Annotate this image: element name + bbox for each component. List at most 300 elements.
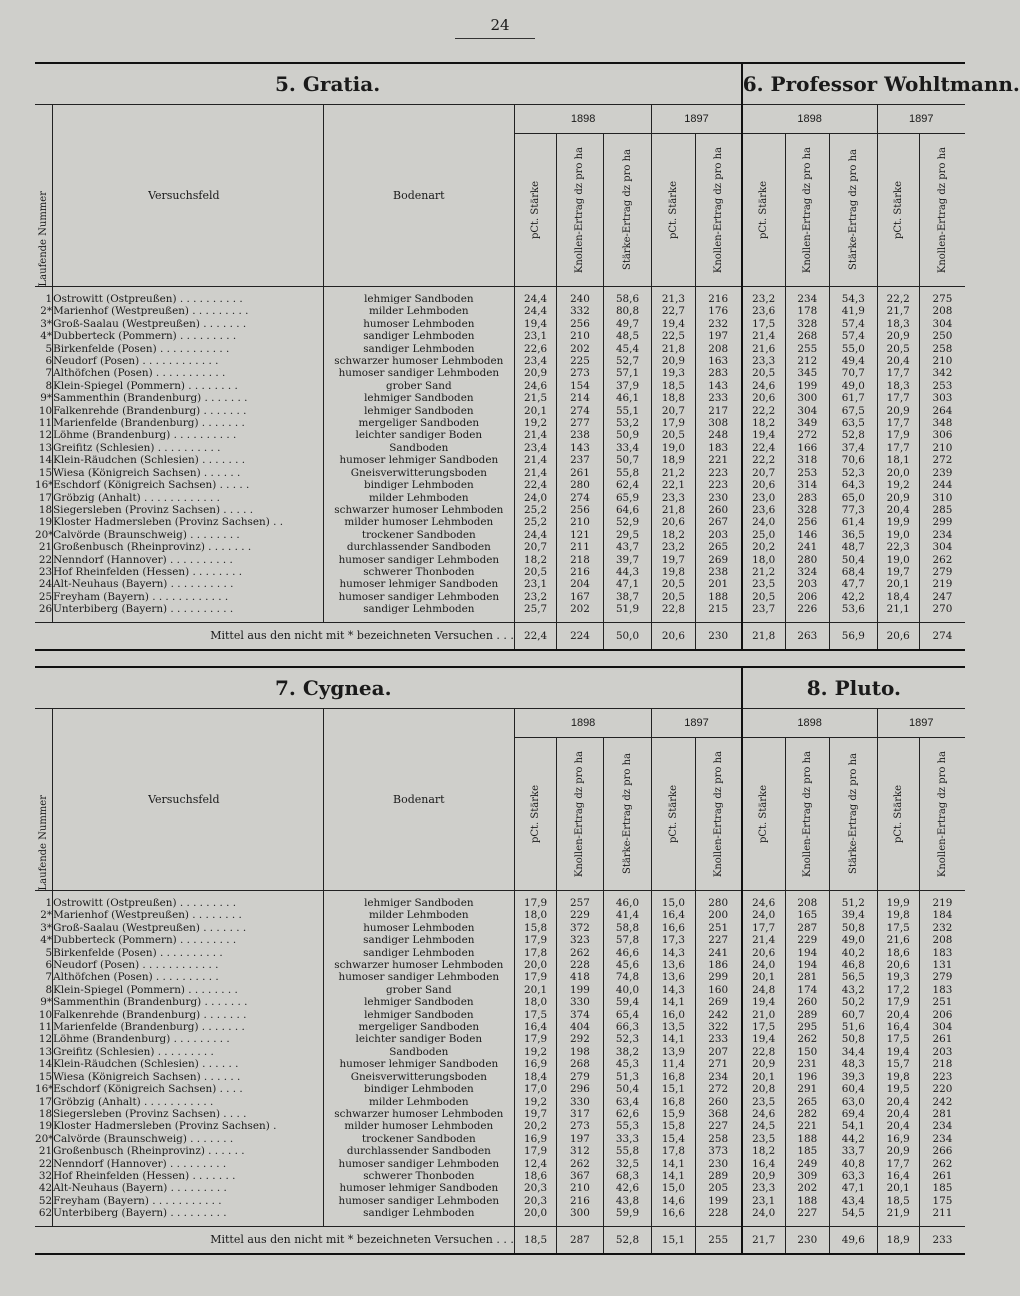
row-number: 13	[38, 1045, 53, 1058]
col-header-label: pCt. Stärke	[530, 784, 542, 844]
soil-type: schwerer Thonboden	[323, 1170, 514, 1182]
value-cell: 19,2	[514, 1096, 556, 1108]
value-cell: 295	[785, 1021, 829, 1033]
value-cell: 208	[919, 305, 965, 317]
value-cell: 216	[557, 566, 603, 578]
value-cell: 22,7	[652, 305, 695, 317]
value-cell: 20,9	[877, 405, 919, 417]
value-cell: 11,4	[652, 1058, 695, 1070]
trial-field: Großenbusch (Rheinprovinz) . . . . . .	[53, 1145, 324, 1157]
value-cell: 21,6	[877, 934, 919, 946]
table-row	[35, 1195, 965, 1207]
col-header-field: Versuchsfeld	[53, 105, 324, 287]
value-cell: 50,2	[830, 996, 878, 1008]
value-cell: 304	[919, 1021, 965, 1033]
value-cell: 208	[919, 934, 965, 946]
value-cell: 20,1	[514, 405, 556, 417]
value-cell: 23,2	[742, 293, 785, 305]
year-header-1897-right: 1897	[877, 709, 965, 738]
value-cell: 183	[919, 984, 965, 996]
value-cell: 12,4	[514, 1158, 556, 1170]
mean-row	[35, 622, 965, 650]
soil-type: humoser Lehmboden	[323, 922, 514, 934]
value-cell: 17,7	[877, 417, 919, 429]
row-number: 32	[38, 1169, 53, 1182]
trial-field: Gröbzig (Anhalt) . . . . . . . . . . .	[53, 1096, 324, 1108]
soil-type: grober Sand	[323, 380, 514, 392]
value-cell: 197	[557, 1133, 603, 1145]
value-cell: 21,6	[742, 343, 785, 355]
value-cell: 219	[919, 897, 965, 909]
trial-field: Gröbzig (Anhalt) . . . . . . . . . . . .	[53, 492, 324, 504]
table-row	[35, 1182, 965, 1194]
value-cell: 150	[785, 1046, 829, 1058]
trial-field: Marienfelde (Brandenburg) . . . . . . .	[53, 417, 324, 429]
value-cell: 264	[919, 405, 965, 417]
value-cell: 70,6	[830, 454, 878, 466]
value-cell: 21,3	[652, 293, 695, 305]
soil-type: Sandboden	[323, 442, 514, 454]
value-cell: 60,4	[830, 1083, 878, 1095]
col-header-pct	[652, 134, 695, 287]
value-cell: 260	[695, 1096, 742, 1108]
value-cell: 238	[695, 566, 742, 578]
mean-value: 287	[557, 1226, 603, 1254]
soil-type: trockener Sandboden	[323, 529, 514, 541]
value-cell: 24,0	[514, 492, 556, 504]
soil-type: milder Lehmboden	[323, 492, 514, 504]
value-cell: 20,9	[877, 1145, 919, 1157]
value-cell: 210	[557, 330, 603, 342]
value-cell: 262	[919, 1158, 965, 1170]
value-cell: 20,1	[514, 984, 556, 996]
value-cell: 21,9	[877, 1207, 919, 1219]
value-cell: 64,6	[603, 504, 652, 516]
value-cell: 14,6	[652, 1195, 695, 1207]
row-number: 9*	[40, 392, 53, 405]
mean-value: 224	[557, 622, 603, 650]
col-header-label: Stärke-Ertrag dz pro ha	[847, 753, 859, 875]
value-cell: 323	[557, 934, 603, 946]
row-number: 14	[38, 1058, 53, 1071]
value-cell: 15,8	[652, 1120, 695, 1132]
value-cell: 47,1	[830, 1182, 878, 1194]
value-cell: 22,4	[514, 479, 556, 491]
value-cell: 18,5	[652, 380, 695, 392]
soil-type: schwarzer humoser Lehmboden	[323, 355, 514, 367]
soil-type: sandiger Lehmboden	[323, 330, 514, 342]
value-cell: 221	[695, 454, 742, 466]
value-cell: 226	[785, 603, 829, 615]
value-cell: 17,9	[514, 971, 556, 983]
value-cell: 418	[557, 971, 603, 983]
value-cell: 261	[557, 467, 603, 479]
value-cell: 19,4	[514, 318, 556, 330]
value-cell: 64,3	[830, 479, 878, 491]
row-number: 4*	[40, 330, 53, 343]
value-cell: 39,3	[830, 1071, 878, 1083]
value-cell: 24,6	[742, 1108, 785, 1120]
value-cell: 57,4	[830, 318, 878, 330]
variety-title-right: 8. Pluto.	[742, 667, 965, 709]
value-cell: 48,3	[830, 1058, 878, 1070]
value-cell: 185	[919, 1182, 965, 1194]
row-number: 2*	[40, 909, 53, 922]
col-header-label: Knollen-Ertrag dz pro ha	[801, 750, 813, 878]
col-header-tuber	[785, 134, 829, 287]
value-cell: 174	[785, 984, 829, 996]
value-cell: 15,4	[652, 1133, 695, 1145]
value-cell: 50,4	[830, 554, 878, 566]
value-cell: 19,7	[514, 1108, 556, 1120]
value-cell: 277	[557, 417, 603, 429]
value-cell: 146	[785, 529, 829, 541]
value-cell: 15,7	[877, 1058, 919, 1070]
value-cell: 20,5	[652, 591, 695, 603]
value-cell: 244	[919, 479, 965, 491]
value-cell: 23,4	[514, 355, 556, 367]
value-cell: 21,4	[514, 467, 556, 479]
value-cell: 17,5	[514, 1009, 556, 1021]
table-row	[35, 1021, 965, 1033]
table-row	[35, 380, 965, 392]
soil-type: Sandboden	[323, 1046, 514, 1058]
value-cell: 16,6	[652, 922, 695, 934]
value-cell: 220	[919, 1083, 965, 1095]
value-cell: 49,0	[830, 380, 878, 392]
value-cell: 324	[785, 566, 829, 578]
table-row	[35, 1096, 965, 1108]
value-cell: 20,5	[514, 566, 556, 578]
table-row	[35, 1170, 965, 1182]
value-cell: 227	[695, 934, 742, 946]
value-cell: 247	[919, 591, 965, 603]
value-cell: 166	[785, 442, 829, 454]
soil-type: lehmiger Sandboden	[323, 1009, 514, 1021]
value-cell: 15,9	[652, 1108, 695, 1120]
value-cell: 47,7	[830, 578, 878, 590]
value-cell: 24,0	[742, 516, 785, 528]
col-header-soil: Bodenart	[323, 709, 514, 891]
value-cell: 242	[695, 1009, 742, 1021]
soil-type: schwarzer humoser Lehmboden	[323, 959, 514, 971]
value-cell: 22,4	[742, 442, 785, 454]
value-cell: 19,3	[877, 971, 919, 983]
row-number: 20*	[35, 1132, 54, 1145]
value-cell: 229	[785, 934, 829, 946]
table-row	[35, 1207, 965, 1219]
value-cell: 61,4	[830, 516, 878, 528]
table-row	[35, 603, 965, 615]
col-header-label: Knollen-Ertrag dz pro ha	[801, 146, 813, 274]
value-cell: 13,9	[652, 1046, 695, 1058]
soil-type: bindiger Lehmboden	[323, 1083, 514, 1095]
value-cell: 232	[695, 318, 742, 330]
value-cell: 19,4	[742, 996, 785, 1008]
value-cell: 20,4	[877, 1120, 919, 1132]
value-cell: 232	[919, 922, 965, 934]
col-header-label: pCt. Stärke	[892, 180, 904, 240]
soil-type: durchlassender Sandboden	[323, 541, 514, 553]
table-row	[35, 417, 965, 429]
value-cell: 239	[919, 467, 965, 479]
value-cell: 256	[557, 504, 603, 516]
value-cell: 18,5	[877, 1195, 919, 1207]
value-cell: 201	[695, 578, 742, 590]
value-cell: 55,3	[603, 1120, 652, 1132]
value-cell: 19,7	[652, 554, 695, 566]
value-cell: 68,3	[603, 1170, 652, 1182]
row-number: 7	[45, 971, 53, 984]
value-cell: 22,1	[652, 479, 695, 491]
trial-field: Althöfchen (Posen) . . . . . . . . . .	[53, 971, 324, 983]
table-row	[35, 1133, 965, 1145]
value-cell: 223	[695, 467, 742, 479]
row-number: 12	[38, 429, 53, 442]
value-cell: 62,6	[603, 1108, 652, 1120]
mean-value: 21,7	[742, 1226, 785, 1254]
value-cell: 21,4	[514, 454, 556, 466]
value-cell: 188	[695, 591, 742, 603]
value-cell: 32,5	[603, 1158, 652, 1170]
trial-field: Unterbiberg (Bayern) . . . . . . . . .	[53, 1207, 324, 1219]
col-header-starch	[830, 738, 878, 891]
value-cell: 24,0	[742, 959, 785, 971]
table-row	[35, 1071, 965, 1083]
value-cell: 19,9	[877, 897, 919, 909]
trial-field: Dubberteck (Pommern) . . . . . . . . .	[53, 330, 324, 342]
soil-type: grober Sand	[323, 984, 514, 996]
value-cell: 59,9	[603, 1207, 652, 1219]
value-cell: 16,9	[514, 1133, 556, 1145]
value-cell: 63,3	[830, 1170, 878, 1182]
trial-field: Falkenrehde (Brandenburg) . . . . . . .	[53, 405, 324, 417]
year-header-1898-left: 1898	[514, 105, 651, 134]
value-cell: 70,7	[830, 367, 878, 379]
row-number: 14	[38, 454, 53, 467]
value-cell: 317	[557, 1108, 603, 1120]
value-cell: 18,4	[877, 591, 919, 603]
row-number: 20*	[35, 528, 54, 541]
yield-table	[35, 62, 1020, 651]
value-cell: 55,8	[603, 467, 652, 479]
soil-type: Gneisverwitterungsboden	[323, 1071, 514, 1083]
value-cell: 21,2	[652, 467, 695, 479]
col-header-tuber	[695, 738, 742, 891]
soil-type: lehmiger Sandboden	[323, 293, 514, 305]
mean-value: 52,8	[603, 1226, 652, 1254]
value-cell: 44,2	[830, 1133, 878, 1145]
value-cell: 310	[919, 492, 965, 504]
row-number: 21	[38, 541, 53, 554]
trial-field: Nenndorf (Hannover) . . . . . . . . .	[53, 1158, 324, 1170]
row-number: 10	[38, 404, 53, 417]
value-cell: 20,4	[877, 1096, 919, 1108]
value-cell: 225	[557, 355, 603, 367]
value-cell: 16,8	[652, 1071, 695, 1083]
value-cell: 59,4	[603, 996, 652, 1008]
value-cell: 33,7	[830, 1145, 878, 1157]
soil-type: mergeliger Sandboden	[323, 417, 514, 429]
value-cell: 22,8	[652, 603, 695, 615]
value-cell: 296	[557, 1083, 603, 1095]
value-cell: 21,4	[742, 330, 785, 342]
trial-field: Groß-Saalau (Westpreußen) . . . . . . .	[53, 922, 324, 934]
value-cell: 214	[557, 392, 603, 404]
value-cell: 121	[557, 529, 603, 541]
value-cell: 258	[695, 1133, 742, 1145]
row-number: 26	[38, 603, 53, 616]
row-number: 17	[38, 1095, 53, 1108]
value-cell: 20,6	[652, 516, 695, 528]
value-cell: 160	[695, 984, 742, 996]
col-header-tuber	[557, 134, 603, 287]
col-header-pct	[742, 738, 785, 891]
value-cell: 20,2	[514, 1120, 556, 1132]
table-row	[35, 429, 965, 441]
value-cell: 198	[557, 1046, 603, 1058]
value-cell: 228	[557, 959, 603, 971]
value-cell: 268	[557, 1058, 603, 1070]
value-cell: 52,9	[603, 516, 652, 528]
value-cell: 19,2	[877, 479, 919, 491]
trial-field: Klein-Räudchen (Schlesien) . . . . . . .	[53, 454, 324, 466]
value-cell: 23,6	[742, 504, 785, 516]
row-number: 16*	[35, 1083, 54, 1096]
row-number: 22	[38, 1157, 53, 1170]
value-cell: 19,4	[742, 1033, 785, 1045]
value-cell: 50,8	[830, 922, 878, 934]
table-row	[35, 554, 965, 566]
col-header-label: pCt. Stärke	[667, 784, 679, 844]
mean-row	[35, 1226, 965, 1254]
variety-title-left: 5. Gratia.	[35, 63, 742, 105]
value-cell: 20,3	[514, 1182, 556, 1194]
value-cell: 218	[557, 554, 603, 566]
value-cell: 268	[785, 330, 829, 342]
value-cell: 14,1	[652, 996, 695, 1008]
value-cell: 175	[919, 1195, 965, 1207]
value-cell: 60,7	[830, 1009, 878, 1021]
value-cell: 23,3	[652, 492, 695, 504]
value-cell: 18,2	[652, 529, 695, 541]
soil-type: lehmiger Sandboden	[323, 392, 514, 404]
value-cell: 270	[919, 603, 965, 615]
value-cell: 18,4	[514, 1071, 556, 1083]
value-cell: 19,8	[877, 909, 919, 921]
value-cell: 18,8	[652, 392, 695, 404]
value-cell: 184	[919, 909, 965, 921]
value-cell: 16,9	[877, 1133, 919, 1145]
variety-title-left: 7. Cygnea.	[35, 667, 742, 709]
value-cell: 13,5	[652, 1021, 695, 1033]
col-header-label: Knollen-Ertrag dz pro ha	[712, 146, 724, 274]
soil-type: leichter sandiger Boden	[323, 429, 514, 441]
page-number-rule	[455, 38, 535, 39]
row-number: 23	[38, 565, 53, 578]
value-cell: 15,0	[652, 897, 695, 909]
row-number: 3*	[40, 921, 53, 934]
value-cell: 221	[785, 1120, 829, 1132]
trial-field: Nenndorf (Hannover) . . . . . . . . . .	[53, 554, 324, 566]
value-cell: 230	[695, 1158, 742, 1170]
value-cell: 367	[557, 1170, 603, 1182]
row-number: 19	[38, 516, 53, 529]
value-cell: 233	[695, 392, 742, 404]
soil-type: sandiger Lehmboden	[323, 603, 514, 615]
value-cell: 233	[695, 1033, 742, 1045]
value-cell: 54,3	[830, 293, 878, 305]
row-number: 52	[38, 1194, 53, 1207]
value-cell: 19,3	[652, 367, 695, 379]
value-cell: 283	[785, 492, 829, 504]
trial-field: Alt-Neuhaus (Bayern) . . . . . . . . . .	[53, 578, 324, 590]
value-cell: 253	[919, 380, 965, 392]
value-cell: 217	[695, 405, 742, 417]
value-cell: 285	[919, 504, 965, 516]
value-cell: 14,3	[652, 947, 695, 959]
table-row	[35, 591, 965, 603]
soil-type: lehmiger Sandboden	[323, 897, 514, 909]
row-number: 8	[45, 983, 53, 996]
table-row	[35, 367, 965, 379]
value-cell: 262	[557, 1158, 603, 1170]
trial-field: Klein-Spiegel (Pommern) . . . . . . . .	[53, 984, 324, 996]
value-cell: 237	[557, 454, 603, 466]
value-cell: 23,2	[652, 541, 695, 553]
value-cell: 18,0	[514, 909, 556, 921]
value-cell: 210	[557, 1182, 603, 1194]
value-cell: 280	[785, 554, 829, 566]
value-cell: 16,4	[877, 1170, 919, 1182]
value-cell: 54,1	[830, 1120, 878, 1132]
value-cell: 216	[695, 293, 742, 305]
value-cell: 17,7	[877, 392, 919, 404]
value-cell: 23,5	[742, 578, 785, 590]
row-number: 4*	[40, 934, 53, 947]
value-cell: 58,6	[603, 293, 652, 305]
value-cell: 348	[919, 417, 965, 429]
mean-value: 50,0	[603, 622, 652, 650]
value-cell: 17,9	[514, 1145, 556, 1157]
table-row	[35, 305, 965, 317]
value-cell: 17,9	[877, 429, 919, 441]
value-cell: 20,5	[652, 429, 695, 441]
value-cell: 57,8	[603, 934, 652, 946]
trial-field: Marienhof (Westpreußen) . . . . . . . .	[53, 909, 324, 921]
value-cell: 25,2	[514, 504, 556, 516]
value-cell: 20,9	[652, 355, 695, 367]
row-number: 1	[45, 897, 53, 909]
table-row	[35, 392, 965, 404]
value-cell: 265	[695, 541, 742, 553]
value-cell: 50,9	[603, 429, 652, 441]
value-cell: 330	[557, 1096, 603, 1108]
table-row	[35, 566, 965, 578]
table-row	[35, 984, 965, 996]
trial-field: Wiesa (Königreich Sachsen) . . . . . .	[53, 467, 324, 479]
table-row	[35, 959, 965, 971]
trial-field: Neudorf (Posen) . . . . . . . . . . . .	[53, 959, 324, 971]
col-header-label: pCt. Stärke	[530, 180, 542, 240]
trial-field: Birkenfelde (Posen) . . . . . . . . . . .	[53, 343, 324, 355]
mean-value: 263	[785, 622, 829, 650]
value-cell: 63,4	[603, 1096, 652, 1108]
soil-type: humoser sandiger Lehmboden	[323, 1195, 514, 1207]
col-header-label: pCt. Stärke	[892, 784, 904, 844]
table-row	[35, 516, 965, 528]
value-cell: 206	[785, 591, 829, 603]
